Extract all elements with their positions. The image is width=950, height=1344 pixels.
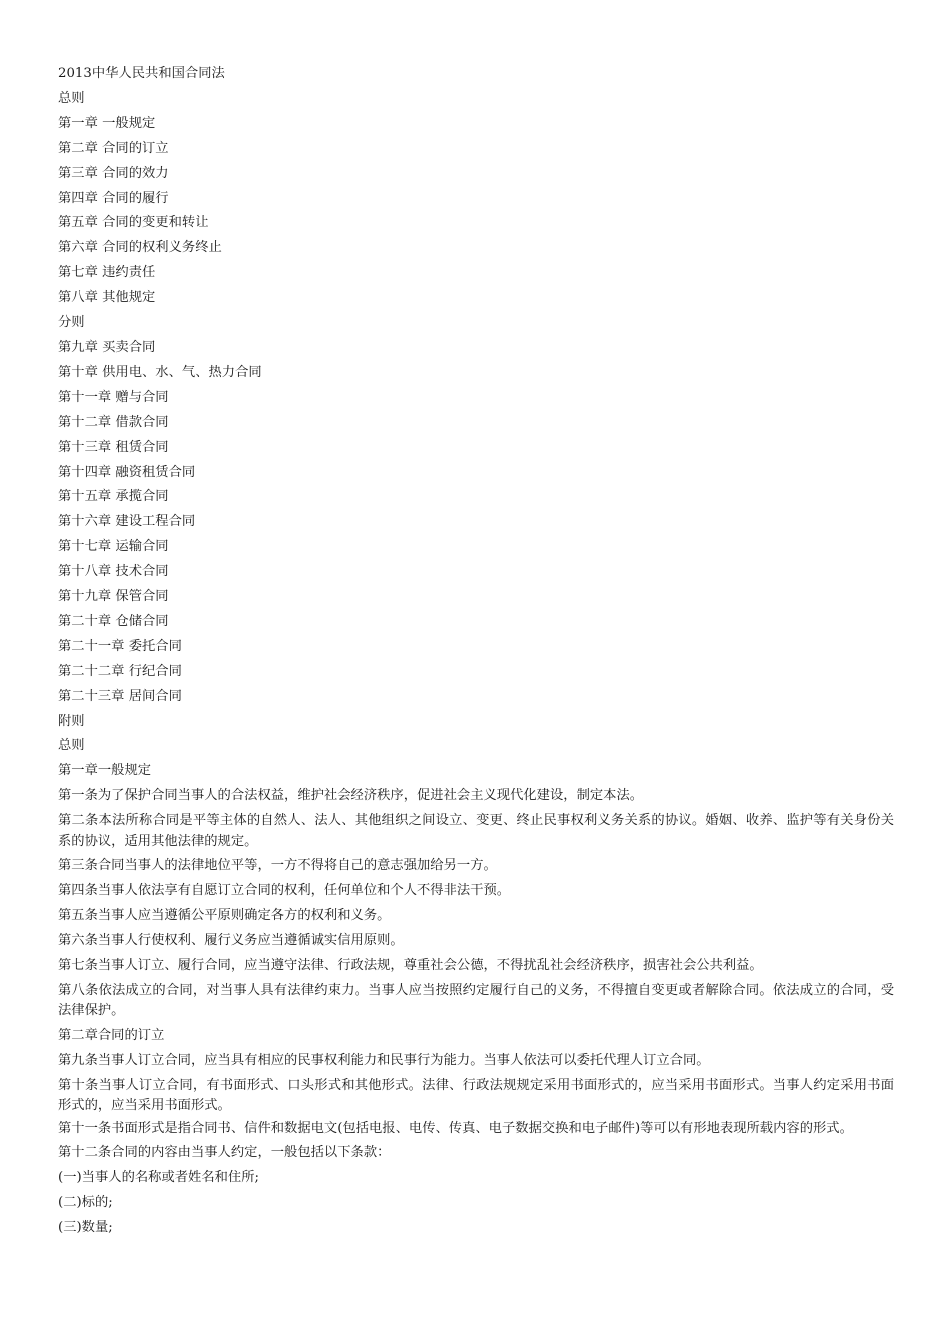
article-paragraph: 第一条为了保护合同当事人的合法权益，维护社会经济秩序，促进社会主义现代化建设，制定本法。 — [58, 788, 644, 804]
toc-specific-heading: 分则 — [58, 315, 85, 331]
toc-chapter-item: 第十七章 运输合同 — [58, 539, 169, 555]
toc-chapter-item: 第六章 合同的权利义务终止 — [58, 240, 222, 256]
article-paragraph: 第六条当事人行使权利、履行义务应当遵循诚实信用原则。 — [58, 932, 404, 948]
toc-chapter-item: 第二十一章 委托合同 — [58, 638, 182, 654]
chapter-heading: 第一章一般规定 — [58, 763, 152, 779]
list-item: (三)数量; — [58, 1219, 113, 1235]
article-paragraph: 第七条当事人订立、履行合同，应当遵守法律、行政法规，尊重社会公德，不得扰乱社会经济秩序，损害社会公共利益。 — [58, 957, 763, 973]
toc-chapter-item: 第十五章 承揽合同 — [58, 489, 169, 505]
toc-chapter-item: 第二十二章 行纪合同 — [58, 663, 182, 679]
toc-general-heading: 总则 — [58, 90, 85, 106]
toc-chapter-item: 第三章 合同的效力 — [58, 165, 169, 181]
toc-chapter-item: 第九章 买卖合同 — [58, 339, 156, 355]
article-paragraph: 第十一条书面形式是指合同书、信件和数据电文(包括电报、电传、传真、电子数据交换和电子邮件)等可以有形地表现所载内容的形式。 — [58, 1120, 853, 1136]
toc-chapter-item: 第十四章 融资租赁合同 — [58, 464, 196, 480]
document-title: 2013中华人民共和国合同法 — [58, 66, 225, 81]
body-general-heading: 总则 — [58, 738, 85, 754]
article-paragraph: 第九条当事人订立合同，应当具有相应的民事权利能力和民事行为能力。当事人依法可以委托代理人订立合同。 — [58, 1052, 710, 1068]
toc-chapter-item: 第二十三章 居间合同 — [58, 688, 182, 704]
toc-chapter-item: 第十一章 赠与合同 — [58, 389, 169, 405]
list-item: (二)标的; — [58, 1194, 113, 1210]
chapter-heading: 第二章合同的订立 — [58, 1027, 165, 1043]
toc-chapter-item: 第八章 其他规定 — [58, 290, 156, 306]
article-paragraph: 第二条本法所称合同是平等主体的自然人、法人、其他组织之间设立、变更、终止民事权利义务关系的协议。婚姻、收养、监护等有关身份关系的协议，适用其他法律的规定。 — [58, 813, 894, 849]
document-page — [58, 62, 894, 1241]
article-paragraph: 第十条当事人订立合同，有书面形式、口头形式和其他形式。法律、行政法规规定采用书面形式的，应当采用书面形式。当事人约定采用书面形式的，应当采用书面形式。 — [58, 1077, 894, 1114]
toc-chapter-item: 第十二章 借款合同 — [58, 414, 169, 430]
toc-chapter-item: 第一章 一般规定 — [58, 115, 156, 131]
toc-chapter-item: 第十三章 租赁合同 — [58, 439, 169, 455]
toc-chapter-item: 第五章 合同的变更和转让 — [58, 215, 209, 231]
article-paragraph: 第五条当事人应当遵循公平原则确定各方的权利和义务。 — [58, 908, 391, 923]
toc-appendix-heading: 附则 — [58, 713, 85, 729]
article-paragraph: 第十二条合同的内容由当事人约定，一般包括以下条款： — [58, 1145, 391, 1161]
list-item: (一)当事人的名称或者姓名和住所; — [58, 1169, 260, 1185]
toc-chapter-item: 第四章 合同的履行 — [58, 190, 169, 206]
toc-chapter-item: 第十八章 技术合同 — [58, 564, 169, 580]
toc-chapter-item: 第十六章 建设工程合同 — [58, 514, 196, 530]
toc-chapter-item: 第二章 合同的订立 — [58, 140, 169, 156]
toc-chapter-item: 第十九章 保管合同 — [58, 589, 169, 605]
toc-chapter-item: 第十章 供用电、水、气、热力合同 — [58, 364, 262, 380]
toc-chapter-item: 第二十章 仓储合同 — [58, 613, 169, 629]
toc-chapter-item: 第七章 违约责任 — [58, 265, 156, 281]
article-paragraph: 第八条依法成立的合同，对当事人具有法律约束力。当事人应当按照约定履行自己的义务，不得擅自变更或者解除合同。依法成立的合同，受法律保护。 — [58, 982, 894, 1019]
article-paragraph: 第三条合同当事人的法律地位平等，一方不得将自己的意志强加给另一方。 — [58, 858, 497, 874]
article-paragraph: 第四条当事人依法享有自愿订立合同的权利，任何单位和个人不得非法干预。 — [58, 883, 511, 899]
